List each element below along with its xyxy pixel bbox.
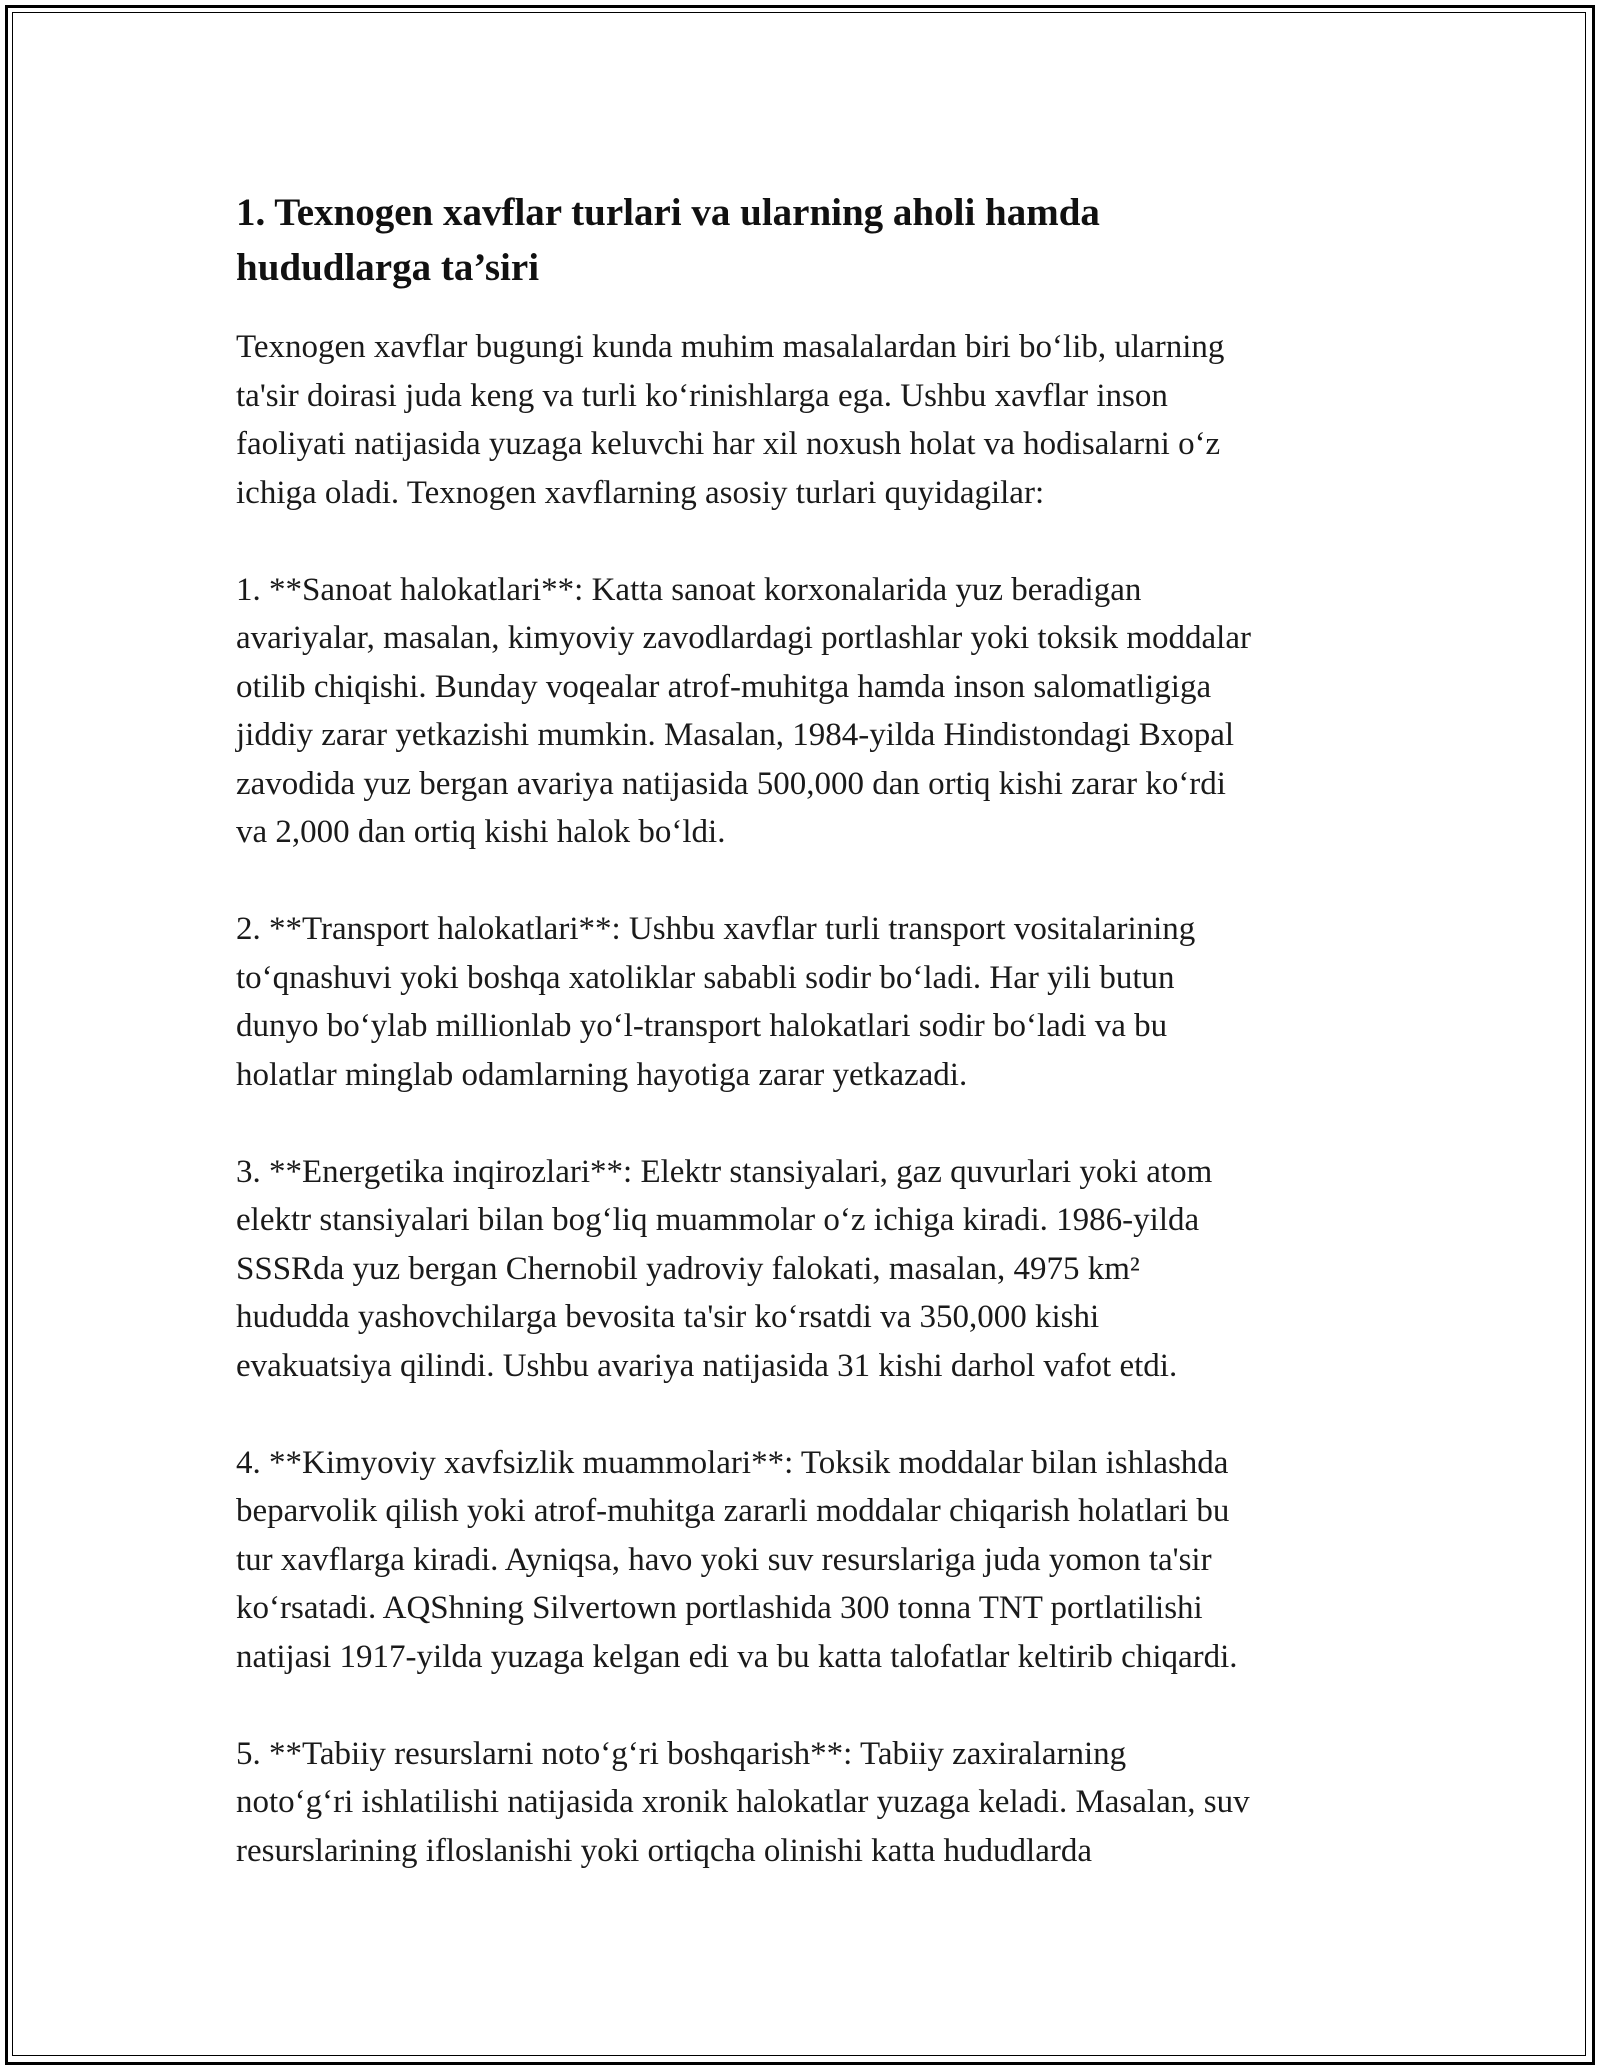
intro-paragraph: Texnogen xavflar bugungi kunda muhim masalalardan biri bo‘lib, ularning ta'sir doirasi juda keng va turli ko‘rinishlarga ega. Ushbu xavflar inson faoliyati natijasida yuzaga keluvchi har xil noxush holat va hodisalarni o‘z ichiga oladi. Texnogen xavflarning asosiy turlari quyidagilar:: [236, 329, 1225, 511]
list-item-transport-accidents: 2. **Transport halokatlari**: Ushbu xavflar turli transport vositalarining to‘qnashuvi yoki boshqa xatoliklar sababli sodir bo‘ladi. Har yili butun dunyo bo‘ylab millionlab yo‘l-transport halokatlari sodir bo‘ladi va bu holatlar minglab odamlarning hayotiga zarar yetkazadi.: [236, 911, 1196, 1093]
list-item-chemical-safety: 4. **Kimyoviy xavfsizlik muammolari**: Toksik moddalar bilan ishlashda beparvolik qilish yoki atrof-muhitga zararli moddalar chiqarish holatlari bu tur xavflarga kiradi. Ayniqsa, havo yoki suv resurslariga juda yomon ta'sir ko‘rsatadi. AQShning Silvertown portlashida 300 tonna TNT portlatilishi natijasi 1917-yilda yuzaga kelgan edi va bu katta talofatlar keltirib chiqardi.: [236, 1444, 1238, 1675]
list-item-industrial-accidents: 1. **Sanoat halokatlari**: Katta sanoat korxonalarida yuz beradigan avariyalar, masalan, kimyoviy zavodlardagi portlashlar yoki toksik moddalar otilib chiqishi. Bunday voqealar atrof-muhitga hamda inson salomatligiga jiddiy zarar yetkazishi mumkin. Masalan, 1984-yilda Hindistondagi Bxopal zavodida yuz bergan avariya natijasida 500,000 dan ortiq kishi zarar ko‘rdi va 2,000 dan ortiq kishi halok bo‘ldi.: [236, 571, 1251, 850]
document-body: [236, 185, 1376, 1924]
page-title: 1. Texnogen xavflar turlari va ularning aholi hamda hududlarga ta’siri: [236, 191, 1100, 289]
list-item-natural-resources: 5. **Tabiiy resurslarni noto‘g‘ri boshqarish**: Tabiiy zaxiralarning noto‘g‘ri ishlatilishi natijasida xronik halokatlar yuzaga keladi. Masalan, suv resurslarining ifloslanishi yoki ortiqcha olinishi katta hududlarda: [236, 1735, 1250, 1869]
list-item-energy-crises: 3. **Energetika inqirozlari**: Elektr stansiyalari, gaz quvurlari yoki atom elektr stansiyalari bilan bog‘liq muammolar o‘z ichiga kiradi. 1986-yilda SSSRda yuz bergan Chernobil yadroviy falokati, masalan, 4975 km² hududda yashovchilarga bevosita ta'sir ko‘rsatdi va 350,000 kishi evakuatsiya qilindi. Ushbu avariya natijasida 31 kishi darhol vafot etdi.: [236, 1153, 1213, 1384]
